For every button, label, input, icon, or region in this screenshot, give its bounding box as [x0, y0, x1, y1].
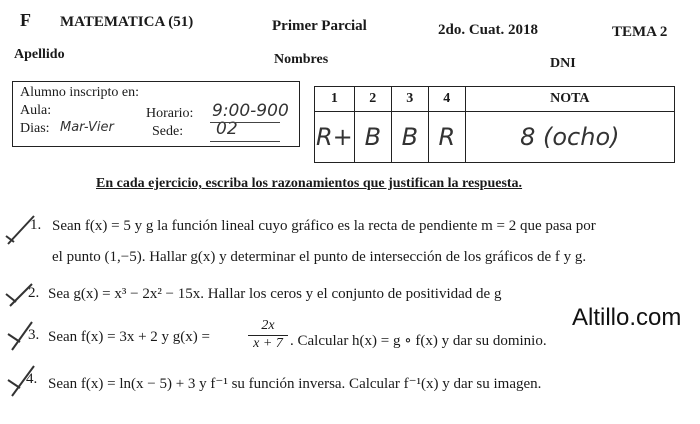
q3-fraction: [248, 318, 288, 352]
header-tema: TEMA 2: [612, 24, 668, 40]
q1-line2: el punto (1,−5). Hallar g(x) y determinar el punto de intersección de los gráficos de f y g.: [52, 249, 587, 265]
sede-underline: [210, 141, 280, 142]
grade-value-3: B: [391, 112, 428, 163]
grade-value-2: B: [354, 112, 391, 163]
nota-value: 8 (ocho): [465, 112, 674, 163]
q3-line1-a: Sean f(x) = 3x + 2 y g(x) =: [48, 329, 211, 345]
q3-line1-b: . Calcular h(x) = g ∘ f(x) y dar su dominio.: [290, 333, 547, 349]
grades-table: [314, 86, 675, 163]
q3-number: 3.: [28, 327, 40, 343]
q4-number: 4.: [26, 371, 38, 387]
grade-col-2: 2: [354, 87, 391, 112]
q4-line1: Sean f(x) = ln(x − 5) + 3 y f⁻¹ su función inversa. Calcular f⁻¹(x) y dar su imagen.: [48, 376, 542, 392]
instruction: En cada ejercicio, escriba los razonamientos que justifican la respuesta.: [96, 176, 523, 191]
dias-label: Dias:: [20, 121, 50, 136]
dias-value: Mar-Vier: [60, 120, 114, 135]
grade-value-1: R+: [315, 112, 355, 163]
q3-fraction-denominator: x + 7: [253, 336, 283, 351]
q3-fraction-numerator: 2x: [248, 318, 288, 336]
aula-label: Aula:: [20, 103, 52, 118]
grade-col-3: 3: [391, 87, 428, 112]
q1-number: 1.: [30, 217, 42, 233]
field-nombres: Nombres: [274, 52, 329, 67]
horario-value: 9:00-900: [212, 101, 289, 121]
watermark: Altillo.com: [572, 304, 682, 331]
sede-value: 02: [216, 119, 238, 139]
sede-label: Sede:: [152, 124, 184, 139]
horario-underline: [210, 122, 280, 123]
grade-col-1: 1: [315, 87, 355, 112]
q2-line1: Sea g(x) = x³ − 2x² − 15x. Hallar los ceros y el conjunto de positividad de g: [48, 286, 502, 302]
q1-line1: Sean f(x) = 5 y g la función lineal cuyo gráfico es la recta de pendiente m = 2 que pasa por: [52, 218, 596, 234]
grade-value-4: R: [428, 112, 465, 163]
enrollment-title: Alumno inscripto en:: [20, 85, 139, 100]
q2-number: 2.: [28, 285, 40, 301]
field-dni: DNI: [550, 56, 576, 71]
header-letter: F: [20, 10, 31, 30]
header-term: 2do. Cuat. 2018: [438, 22, 539, 38]
nota-header: NOTA: [465, 87, 674, 112]
header-exam: Primer Parcial: [272, 18, 367, 34]
header-subject: MATEMATICA (51): [60, 14, 194, 30]
grade-col-4: 4: [428, 87, 465, 112]
field-apellido: Apellido: [14, 47, 65, 62]
horario-label: Horario:: [146, 106, 194, 121]
